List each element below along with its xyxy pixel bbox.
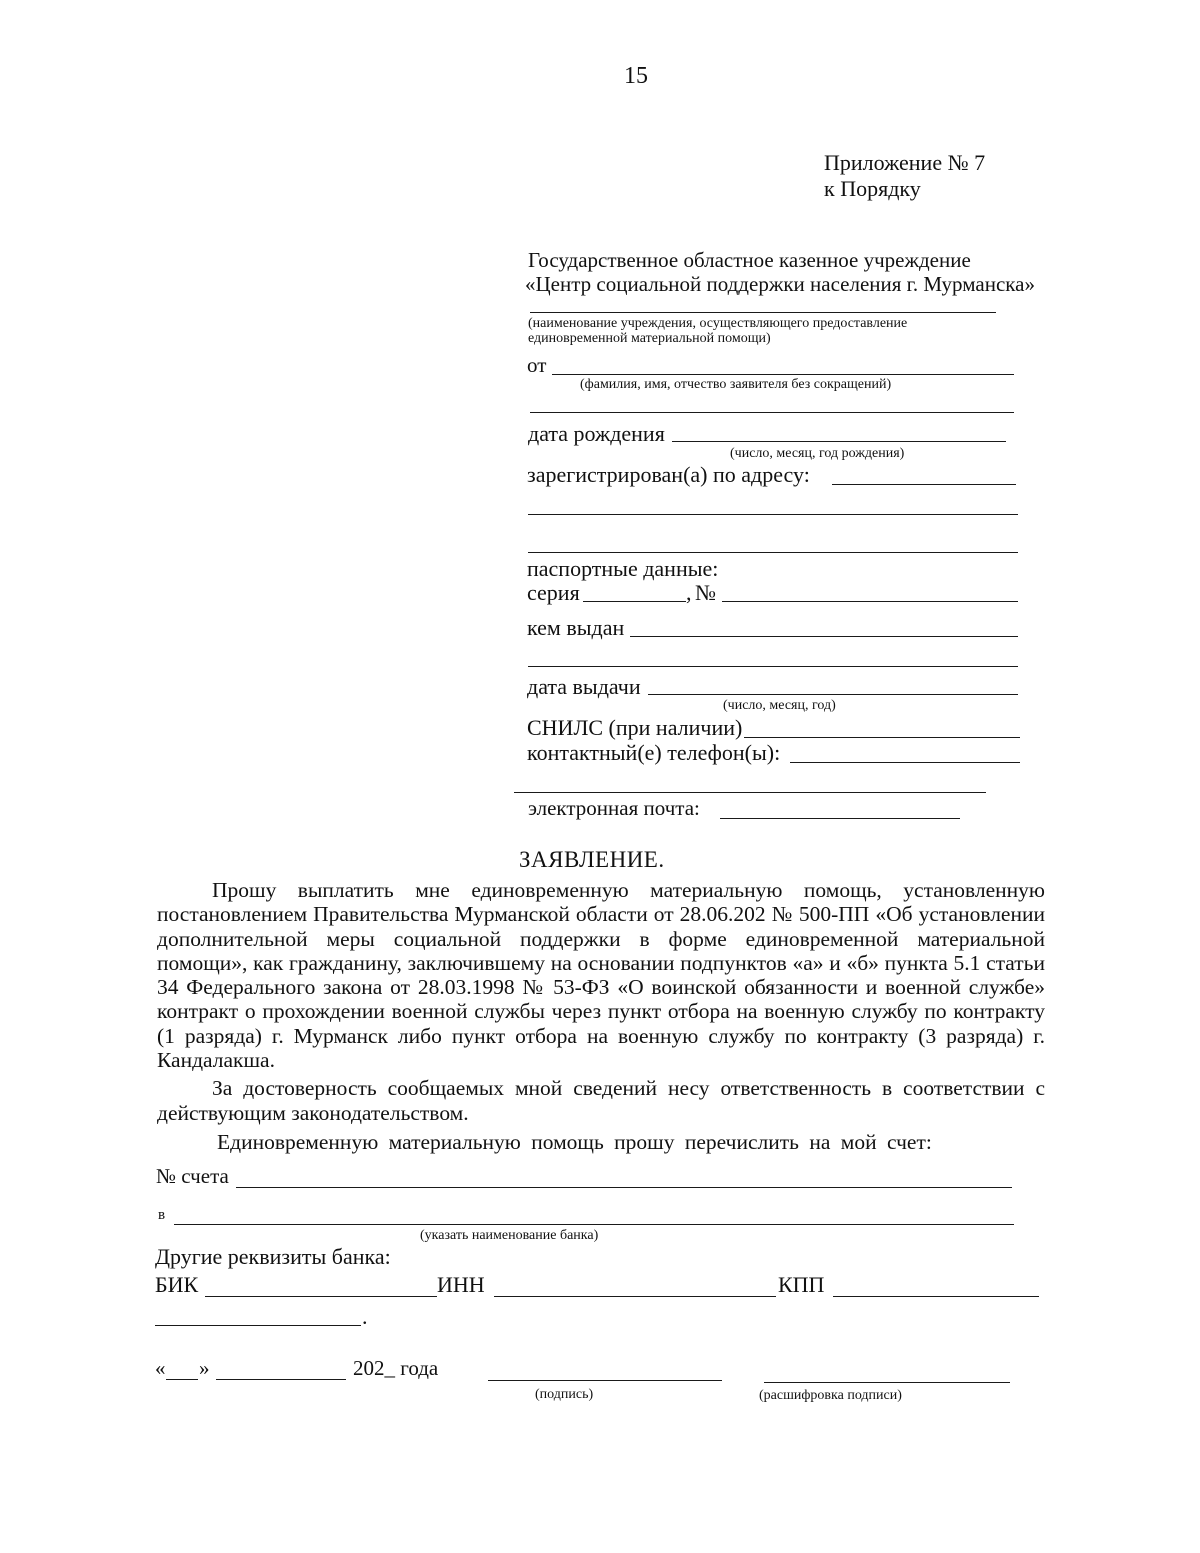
signature-decode-field[interactable] [764, 1382, 1010, 1383]
bank-label: в [158, 1207, 166, 1223]
date-month-field[interactable] [216, 1379, 346, 1380]
statement-paragraph-3: Единовременную материальную помощь прошу перечислить на мой счет: [217, 1129, 932, 1154]
issue-date-caption: (число, месяц, год) [723, 698, 836, 713]
phone-label: контактный(е) телефон(ы): [527, 740, 781, 765]
issue-date-label: дата выдачи [527, 674, 641, 699]
series-label: серия [527, 580, 580, 605]
series-field[interactable] [583, 601, 686, 602]
issued-by-label: кем выдан [527, 615, 625, 640]
signature-field[interactable] [488, 1380, 722, 1381]
issued-by-field[interactable] [630, 636, 1018, 637]
address-label: зарегистрирован(а) по адресу: [527, 462, 810, 487]
appendix-line1: Приложение № 7 [824, 150, 986, 175]
addressee-line2: «Центр социальной поддержки населения г. Мурманска» [525, 272, 1035, 296]
from-caption: (фамилия, имя, отчество заявителя без сокращений) [580, 377, 892, 392]
birth-label: дата рождения [528, 421, 665, 446]
snils-field[interactable] [744, 737, 1020, 738]
date-close-quote: » [199, 1356, 210, 1380]
signature-decode-caption: (расшифровка подписи) [759, 1388, 902, 1403]
kpp-label: КПП [778, 1272, 825, 1297]
issue-date-field[interactable] [648, 694, 1018, 695]
date-open-quote: « [155, 1356, 166, 1380]
date-day-field[interactable] [166, 1379, 198, 1380]
addressee-caption1: (наименование учреждения, осуществляющего предоставление [528, 316, 908, 331]
bik-label: БИК [155, 1272, 199, 1297]
statement-paragraph-1: Прошу выплатить мне единовременную материальную помощь, установленную постановлением Правительства Мурманской области от 28.06.202 № 500-ПП «Об установлении дополнительной меры социальной поддержки в форме единовременной материальной помощи», как гражданину, заключившему на основании подпунктов «а» и «б» пункта 5.1 статьи 34 Федерального закона от 28.03.1998 № 53-ФЗ «О воинской обязанности и военной службе» контракт о прохождении военной службы через пункт отбора на военную службу по контракту (1 разряда) г. Мурманск либо пункт отбора на военную службу по контракту (3 разряда) г. Кандалакша. [157, 878, 1045, 1073]
passport-number-field[interactable] [722, 601, 1018, 602]
date-year-text: 202_ года [353, 1356, 439, 1380]
email-label: электронная почта: [528, 796, 700, 820]
bank-field[interactable] [174, 1224, 1014, 1225]
addressee-extra-line [530, 312, 996, 313]
addressee-line1: Государственное областное казенное учреждение [528, 248, 971, 272]
bik-field[interactable] [205, 1296, 437, 1297]
phone-field[interactable] [790, 762, 1020, 763]
requisites-period: . [362, 1304, 368, 1329]
issued-by-field-2[interactable] [528, 666, 1018, 667]
addressee-caption2: единовременной материальной помощи) [528, 331, 771, 346]
inn-field[interactable] [494, 1296, 776, 1297]
from-field[interactable] [552, 374, 1014, 375]
page-number: 15 [624, 63, 648, 89]
from-field-2[interactable] [530, 412, 1014, 413]
document-title: ЗАЯВЛЕНИЕ. [519, 847, 665, 872]
account-label: № счета [156, 1164, 229, 1188]
snils-label: СНИЛС (при наличии) [527, 715, 743, 740]
signature-caption: (подпись) [535, 1387, 594, 1402]
statement-body [157, 878, 1045, 1154]
other-requisites-label: Другие реквизиты банка: [155, 1244, 391, 1269]
from-label: от [527, 353, 547, 377]
inn-label: ИНН [437, 1272, 485, 1297]
address-field-2[interactable] [528, 514, 1018, 515]
kpp-field[interactable] [833, 1296, 1039, 1297]
statement-paragraph-2: За достоверность сообщаемых мной сведений несу ответственность в соответствии с действующим законодательством. [157, 1076, 1045, 1125]
phone-field-2[interactable] [514, 792, 986, 793]
address-field-3[interactable] [528, 552, 1018, 553]
series-comma: , [686, 580, 692, 605]
birth-field[interactable] [672, 441, 1006, 442]
passport-label: паспортные данные: [527, 556, 719, 581]
bank-caption: (указать наименование банка) [420, 1228, 599, 1243]
address-field[interactable] [832, 484, 1016, 485]
account-field[interactable] [236, 1187, 1012, 1188]
requisites-extra-field[interactable] [155, 1325, 361, 1326]
email-field[interactable] [720, 818, 960, 819]
birth-caption: (число, месяц, год рождения) [730, 446, 905, 461]
number-label: № [695, 580, 716, 605]
appendix-line2: к Порядку [824, 176, 921, 201]
